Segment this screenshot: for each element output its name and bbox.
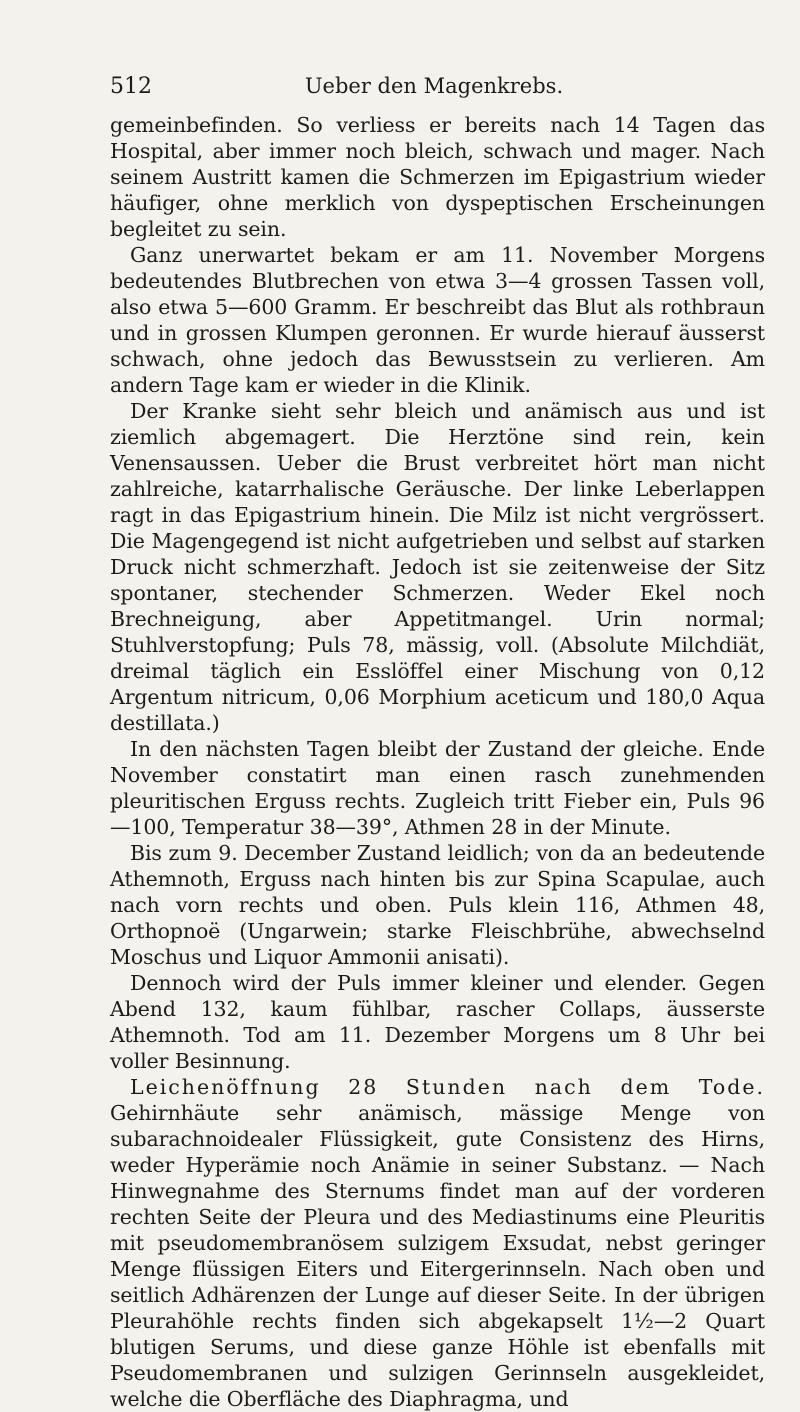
running-title: Ueber den Magenkrebs. [304, 74, 564, 98]
paragraph-autopsy [110, 1074, 765, 1412]
body-text [110, 112, 765, 1412]
paragraph: Der Kranke sieht sehr bleich und anämisch aus und ist ziemlich abgemagert. Die Herztöne sind rein, kein Venensaussen. Ueber die Brust verbreitet hört man nicht zahlreiche, katarrhalische Geräusche. Der linke Leberlappen ragt in das Epigastrium hinein. Die Milz ist nicht vergrössert. Die Magengegend ist nicht aufgetrieben und selbst auf starken Druck nicht schmerzhaft. Jedoch ist sie zeitenweise der Sitz spontaner, stechender Schmerzen. Weder Ekel noch Brechneigung, aber Appetitmangel. Urin normal; Stuhlverstopfung; Puls 78, mässig, voll. (Absolute Milchdiät, dreimal täglich ein Esslöffel einer Mischung von 0,12 Argentum nitricum, 0,06 Morphium aceticum und 180,0 Aqua destillata.) [110, 399, 765, 735]
autopsy-lead: Leichenöffnung 28 Stunden nach dem Tode. [130, 1075, 765, 1099]
page-header [110, 74, 758, 102]
paragraph: In den nächsten Tagen bleibt der Zustand der gleiche. Ende November constatirt man einen rasch zunehmenden pleuritischen Erguss rechts. Zugleich tritt Fieber ein, Puls 96—100, Temperatur 38—39°, Athmen 28 in der Minute. [110, 737, 765, 839]
autopsy-text: Gehirnhäute sehr anämisch, mässige Menge von subarachnoidealer Flüssigkeit, gute Consistenz des Hirns, weder Hyperämie noch Anämie in seiner Substanz. — Nach Hinwegnahme des Sternums findet man auf der vorderen rechten Seite der Pleura und des Mediastinums eine Pleuritis mit pseudomembranösem sulzigem Exsudat, nebst geringer Menge flüssigen Eiters und Eitergerinnseln. Nach oben und seitlich Adhärenzen der Lunge auf dieser Seite. In der übrigen Pleurahöhle rechts finden sich abgekapselt 1½—2 Quart blutigen Serums, und diese ganze Höhle ist ebenfalls mit Pseudomembranen und sulzigen Gerinnseln ausgekleidet, welche die Oberfläche des Diaphragma, und [110, 1101, 765, 1411]
paragraph: gemeinbefinden. So verliess er bereits nach 14 Tagen das Hospital, aber immer noch bleich, schwach und mager. Nach seinem Austritt kamen die Schmerzen im Epigastrium wieder häufiger, ohne merklich von dyspeptischen Erscheinungen begleitet zu sein. [110, 113, 765, 241]
paragraph: Bis zum 9. December Zustand leidlich; von da an bedeutende Athemnoth, Erguss nach hinten bis zur Spina Scapulae, auch nach vorn rechts und oben. Puls klein 116, Athmen 48, Orthopnoë (Ungarwein; starke Fleischbrühe, abwechselnd Moschus und Liquor Ammonii anisati). [110, 841, 765, 969]
page-number: 512 [110, 74, 152, 99]
paragraph: Ganz unerwartet bekam er am 11. November Morgens bedeutendes Blutbrechen von etwa 3—4 grossen Tassen voll, also etwa 5—600 Gramm. Er beschreibt das Blut als rothbraun und in grossen Klumpen geronnen. Er wurde hierauf äusserst schwach, ohne jedoch das Bewusstsein zu verlieren. Am andern Tage kam er wieder in die Klinik. [110, 243, 765, 397]
paragraph: Dennoch wird der Puls immer kleiner und elender. Gegen Abend 132, kaum fühlbar, rascher Collaps, äusserste Athemnoth. Tod am 11. Dezember Morgens um 8 Uhr bei voller Besinnung. [110, 971, 765, 1073]
